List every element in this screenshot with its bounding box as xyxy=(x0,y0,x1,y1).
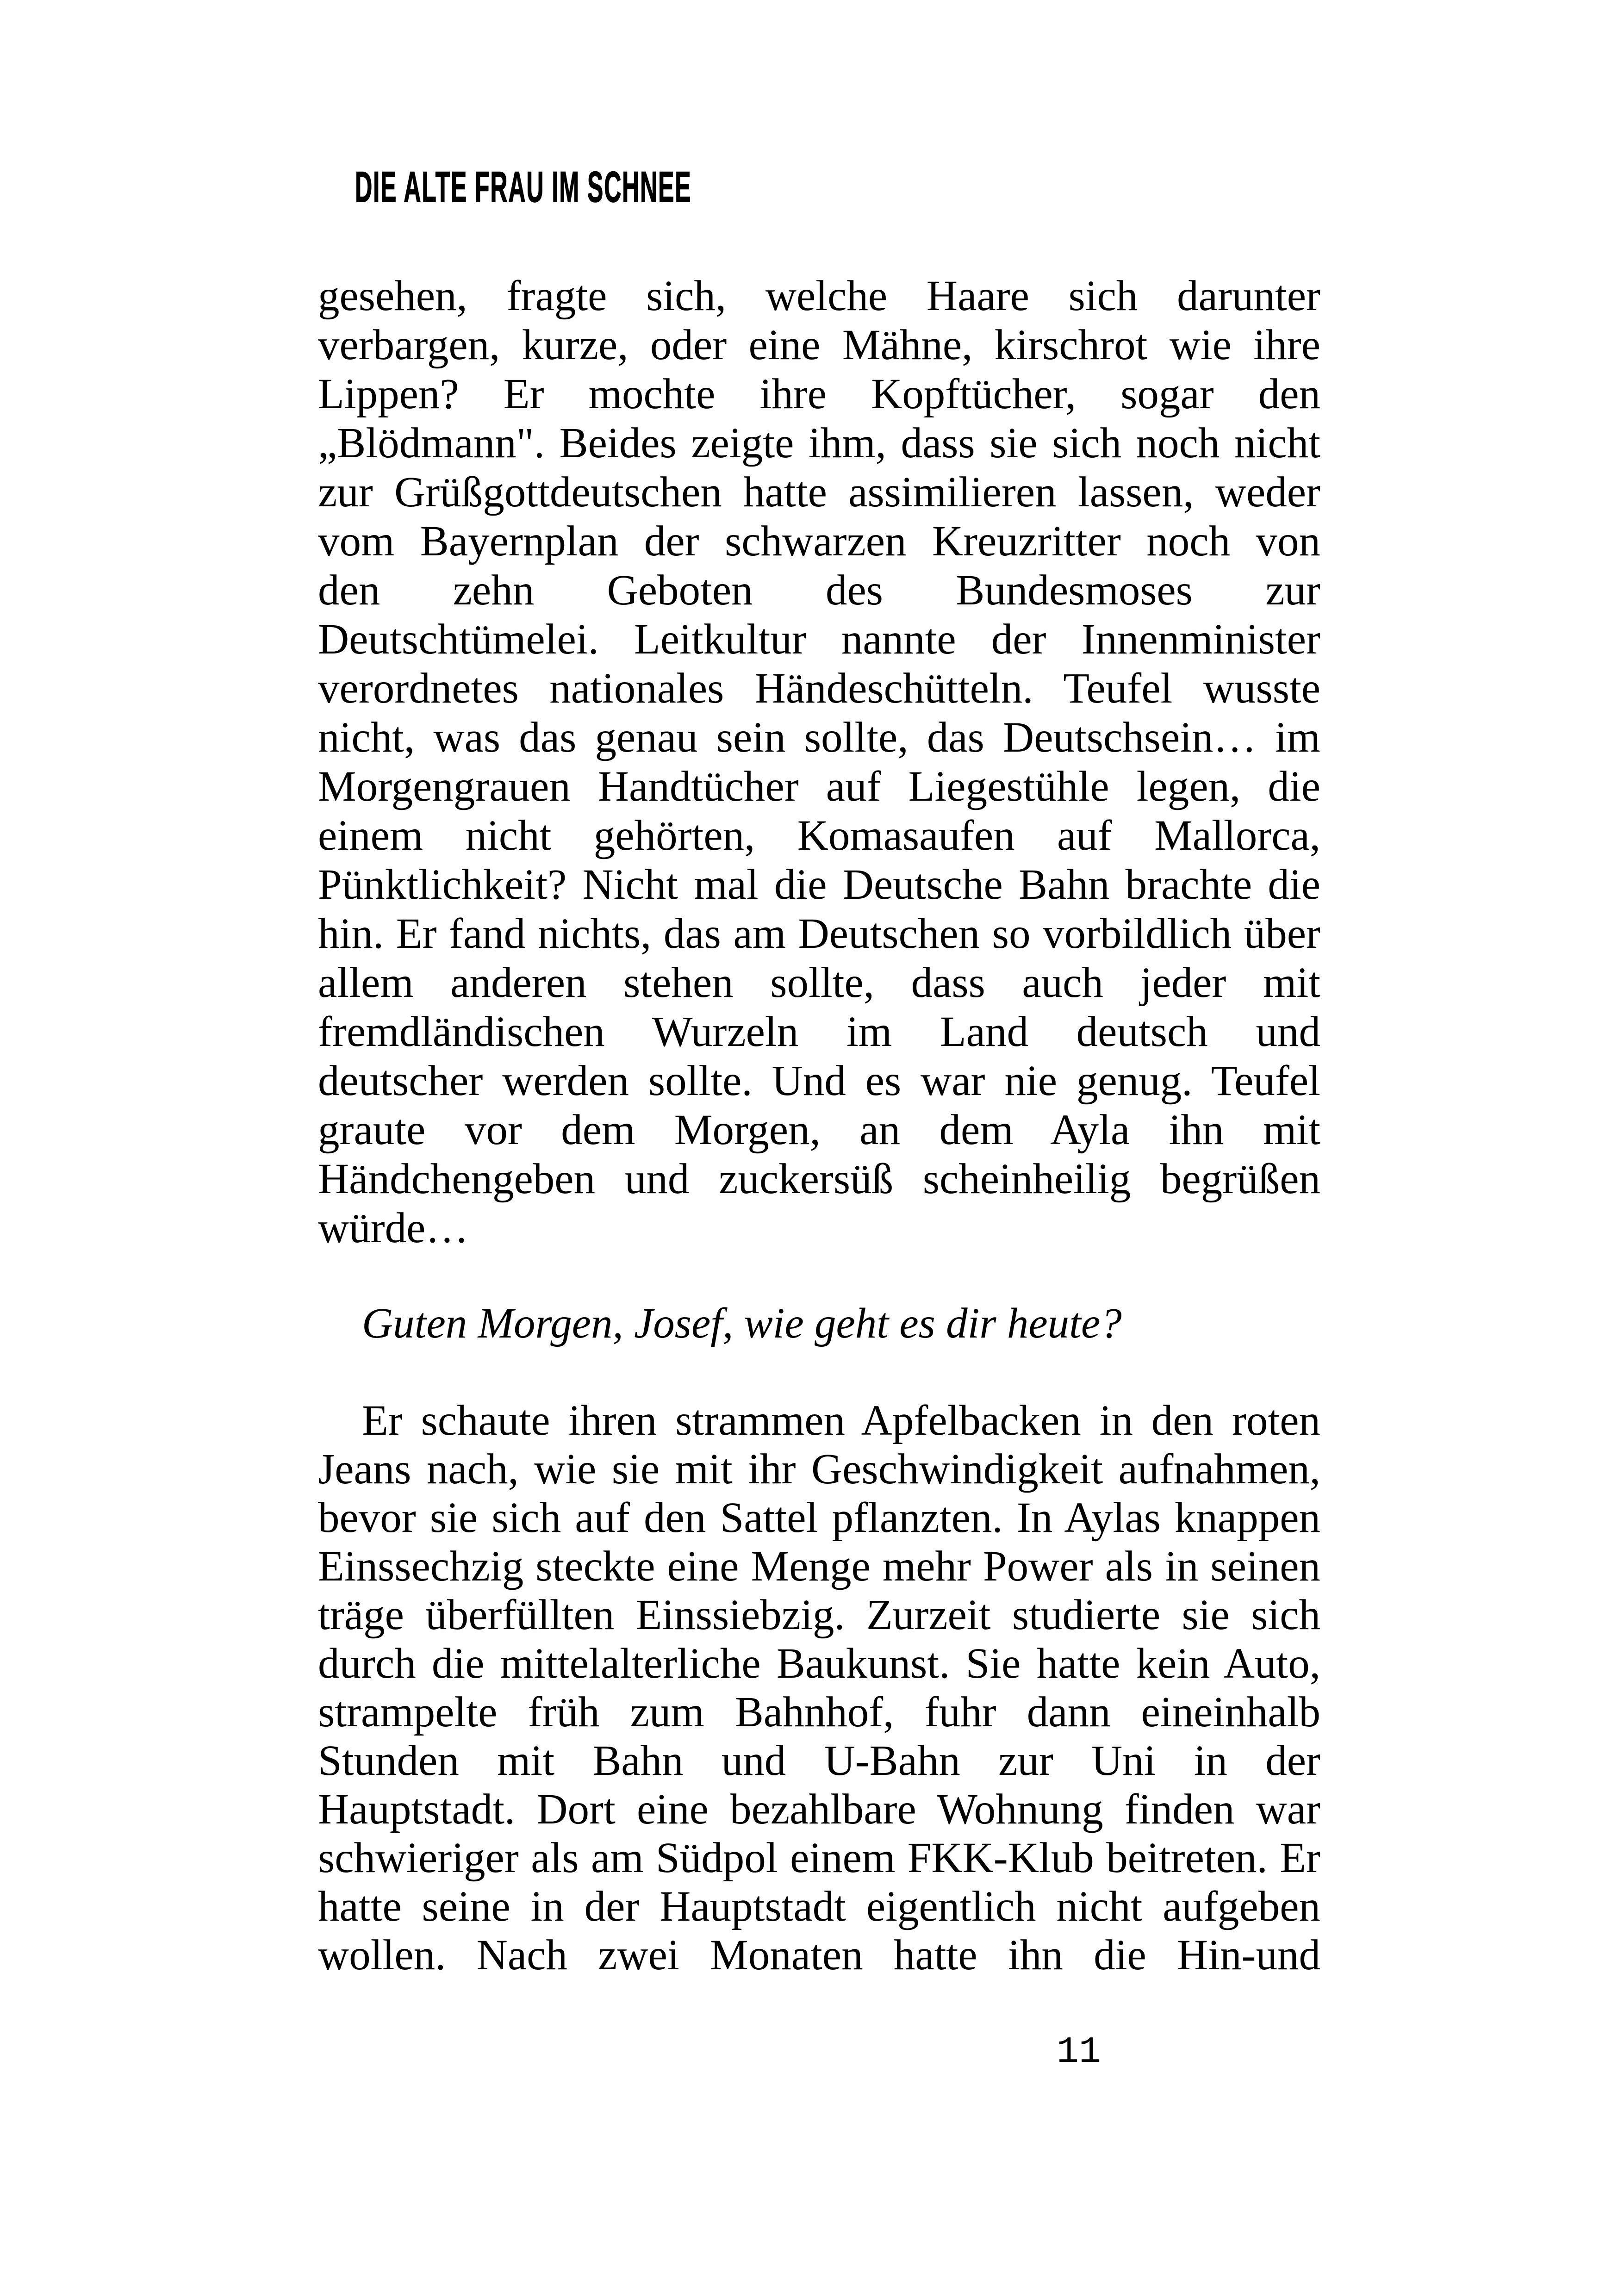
text-line: vom Bayernplan der schwarzen Kreuzritter noch von xyxy=(318,517,1320,565)
text-line: Pünktlichkeit? Nicht mal die Deutsche Bahn brachte die xyxy=(318,861,1320,908)
text-line: hin. Er fand nichts, das am Deutschen so vorbildlich über xyxy=(318,910,1320,958)
text-line: zur Grüßgottdeutschen hatte assimilieren lassen, weder xyxy=(318,468,1320,516)
text-line: Guten Morgen, Josef, wie geht es dir heute? xyxy=(362,1300,1122,1347)
text-line: wollen. Nach zwei Monaten hatte ihn die Hin-und xyxy=(318,1931,1320,1979)
text-line: bevor sie sich auf den Sattel pflanzten. In Aylas knappen xyxy=(318,1494,1320,1542)
text-line: Einssechzig steckte eine Menge mehr Power als in seinen xyxy=(318,1543,1320,1590)
text-line: Lippen? Er mochte ihre Kopftücher, sogar den xyxy=(318,370,1320,418)
text-line: durch die mittelalterliche Baukunst. Sie hatte kein Auto, xyxy=(318,1640,1320,1687)
text-line: Er schaute ihren strammen Apfelbacken in den roten xyxy=(362,1397,1320,1444)
text-line: graute vor dem Morgen, an dem Ayla ihn mit xyxy=(318,1106,1320,1154)
text-line: Stunden mit Bahn und U-Bahn zur Uni in der xyxy=(318,1737,1320,1785)
text-line: hatte seine in der Hauptstadt eigentlich nicht aufgeben xyxy=(318,1883,1320,1930)
text-line: einem nicht gehörten, Komasaufen auf Mallorca, xyxy=(318,812,1320,859)
text-line: schwieriger als am Südpol einem FKK-Klub beitreten. Er xyxy=(318,1834,1320,1882)
text-line: fremdländischen Wurzeln im Land deutsch und xyxy=(318,1008,1320,1056)
text-line: Jeans nach, wie sie mit ihr Geschwindigkeit aufnahmen, xyxy=(318,1445,1320,1493)
text-line: Hauptstadt. Dort eine bezahlbare Wohnung finden war xyxy=(318,1786,1320,1833)
chapter-title: DIE ALTE FRAU IM SCHNEE xyxy=(355,162,692,211)
page-number: 11 xyxy=(1057,2031,1101,2073)
text-line: verbargen, kurze, oder eine Mähne, kirschrot wie ihre xyxy=(318,321,1320,369)
text-line: „Blödmann". Beides zeigte ihm, dass sie sich noch nicht xyxy=(318,419,1320,467)
text-line: Deutschtümelei. Leitkultur nannte der Innenminister xyxy=(318,616,1320,663)
text-line: nicht, was das genau sein sollte, das Deutschsein… im xyxy=(318,714,1320,761)
quote-paragraph xyxy=(362,1299,1122,1348)
body-paragraph xyxy=(318,1396,1320,1979)
body-paragraph xyxy=(318,272,1320,1253)
text-line: verordnetes nationales Händeschütteln. Teufel wusste xyxy=(318,665,1320,712)
text-line: würde… xyxy=(318,1204,469,1252)
text-line: den zehn Geboten des Bundesmoses zur xyxy=(318,566,1320,614)
text-line: strampelte früh zum Bahnhof, fuhr dann eineinhalb xyxy=(318,1688,1320,1736)
text-line: gesehen, fragte sich, welche Haare sich darunter xyxy=(318,272,1320,320)
text-line: Händchengeben und zuckersüß scheinheilig begrüßen xyxy=(318,1155,1320,1203)
text-line: allem anderen stehen sollte, dass auch jeder mit xyxy=(318,959,1320,1007)
text-line: Morgengrauen Handtücher auf Liegestühle legen, die xyxy=(318,763,1320,810)
text-line: deutscher werden sollte. Und es war nie genug. Teufel xyxy=(318,1057,1320,1105)
text-line: träge überfüllten Einssiebzig. Zurzeit studierte sie sich xyxy=(318,1591,1320,1639)
